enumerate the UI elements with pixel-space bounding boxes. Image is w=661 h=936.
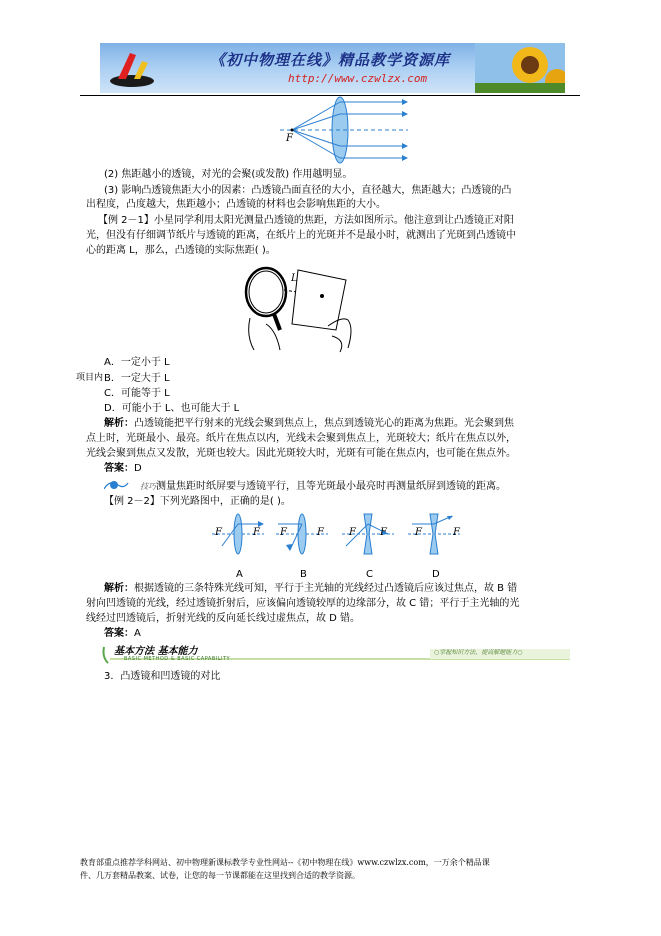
text-line: 心的距离 L，那么，凸透镜的实际焦距( )。	[86, 245, 276, 256]
banner-title: 《初中物理在线》精品教学资源库	[210, 51, 451, 69]
banner-url[interactable]: http://www.czwlzx.com	[288, 72, 428, 85]
text-line: 光，但没有仔细调节纸片与透镜的距离，在纸片上的光斑并不是最小时，就测出了光斑到凸透镜中	[86, 230, 516, 241]
analysis-2-line2: 射向凹透镜的光线，经过透镜折射后，应该偏向透镜较厚的边缘部分，故 C 错；平行于主光轴的光	[86, 598, 520, 609]
analysis-label: 解析：	[104, 583, 134, 594]
analysis-label: 解析：	[104, 418, 134, 429]
answer-2	[104, 627, 141, 641]
section-header	[100, 645, 572, 665]
tip-text: 测量焦距时纸屏要与透镜平行，且等光斑最小最亮时再测量纸屏到透镜的距离。	[156, 481, 506, 492]
focus-label: F	[286, 133, 293, 144]
focus-label-a-right: F	[253, 527, 260, 538]
distance-label: L	[291, 273, 298, 284]
footer-line-2: 件、几万套精品教案、试卷，让您的每一节课都能在这里找到合适的教学资源。	[80, 871, 360, 880]
site-logo	[108, 47, 156, 89]
header-banner	[100, 43, 565, 93]
diagram-letter-a: A	[236, 569, 243, 580]
answer-label: 答案：	[104, 463, 134, 474]
text-line: (2) 焦距越小的透镜，对光的会聚(或发散) 作用越明显。	[104, 169, 353, 180]
focus-label-d-left: F	[415, 527, 422, 538]
answer-value: A	[134, 628, 141, 639]
text-line: (3) 影响凸透镜焦距大小的因素：凸透镜凸面直径的大小，直径越大，焦距越大；凸透镜的凸	[104, 185, 512, 196]
sunflower-image	[475, 43, 565, 93]
example-2-2: 【例 2－2】下列光路图中，正确的是( )。	[104, 496, 291, 507]
text-line: 出程度，凸度越大，焦距越小；凸透镜的材料也会影响焦距的大小。	[86, 199, 386, 210]
side-note: 项目内	[76, 373, 104, 383]
diagram-letter-c: C	[366, 569, 373, 580]
focus-label-b-right: F	[317, 527, 324, 538]
diagram-letter-d: D	[432, 569, 440, 580]
analysis-text: 凸透镜能把平行射来的光线会聚到焦点上，焦点到透镜光心的距离为焦距。光会聚到焦	[134, 418, 514, 429]
section-subtitle: BASIC METHOD & BASIC CAPABILITY	[124, 656, 231, 662]
focus-label-d-right: F	[453, 527, 460, 538]
analysis-1-line3: 光线会聚到焦点又发散，光斑也较大。因此光斑较大时，光斑有可能在焦点内，也可能在焦点外。	[86, 448, 516, 459]
focus-label-b-left: F	[280, 527, 287, 538]
page-footer	[80, 856, 585, 882]
focus-label-c-left: F	[349, 527, 356, 538]
focus-label-c-right: F	[380, 527, 387, 538]
example-2-1: 【例 2－1】小星同学利用太阳光测量凸透镜的焦距，方法如图所示。他注意到让凸透镜正对阳	[98, 215, 514, 226]
analysis-1-line2: 点上时，光斑最小、最亮。纸片在焦点以内，光线未会聚到焦点上，光斑较大；纸片在焦点以外，	[86, 433, 516, 444]
answer-1	[104, 462, 142, 476]
footer-line-1: 教育部重点推荐学科网站、初中物理新课标教学专业性网站--《初中物理在线》www.czwlzx.com，一万余个精品课	[80, 858, 490, 867]
option-a: A．一定小于 L	[104, 357, 170, 368]
analysis-2-line3: 线经过凹透镜后，折射光线的反向延长线过虚焦点，故 D 错。	[86, 613, 361, 624]
analysis-text: 根据透镜的三条特殊光线可知，平行于主光轴的光线经过凸透镜后应该过焦点，故 B 错	[134, 583, 518, 594]
tip-badge-text: 技巧	[140, 482, 156, 491]
analysis-1-line1	[104, 417, 514, 431]
convex-lens-figure	[280, 96, 410, 164]
focus-label-a-left: F	[215, 527, 222, 538]
section-title: 基本方法 基本能力	[114, 646, 198, 657]
diagram-letter-b: B	[300, 569, 307, 580]
section-note: ○掌握知识方法，提高解题能力○	[434, 649, 523, 656]
answer-label: 答案：	[104, 628, 134, 639]
tip-line	[104, 479, 506, 494]
analysis-2-line1	[104, 582, 517, 596]
option-d: D．可能小于 L、也可能大于 L	[104, 403, 240, 414]
item-3: 3．凸透镜和凹透镜的对比	[104, 671, 221, 682]
answer-value: D	[134, 463, 142, 474]
option-c: C．可能等于 L	[104, 388, 170, 399]
tip-badge	[104, 479, 140, 491]
magnifier-figure	[236, 258, 366, 353]
option-b: B．一定大于 L	[104, 373, 170, 384]
